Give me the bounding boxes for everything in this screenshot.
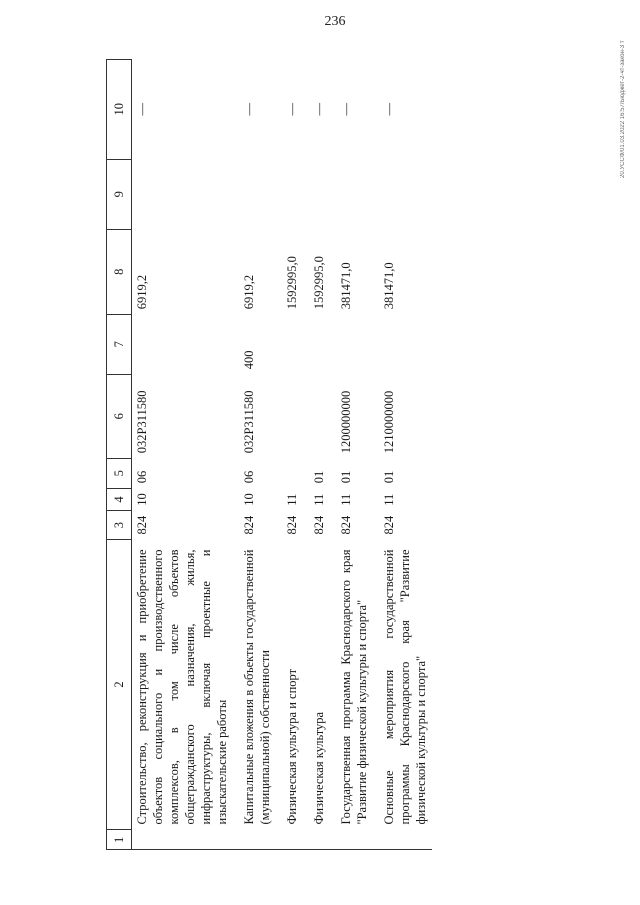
- row-name: Строительство, реконструкция и приобретение объектов социального и производственного комплексов, в том числе объектов общегражданского назначения, жилья, инфраструктуры, включая проектные и изыскательские работы: [135, 549, 229, 825]
- code-target: 032P311580: [242, 390, 256, 454]
- code-subsection: 06: [135, 470, 149, 484]
- column-10-value: —: [312, 103, 326, 116]
- amount: 381471,0: [339, 262, 353, 310]
- code-expense-type: [373, 314, 432, 374]
- column-9-value: [330, 159, 373, 229]
- amount: 1592995,0: [312, 256, 326, 310]
- column-10-value: —: [242, 103, 256, 116]
- header-cell: 9: [107, 159, 132, 229]
- code-section: 10: [135, 493, 149, 506]
- code-ministry: 824: [382, 515, 396, 535]
- table-row: [233, 59, 276, 849]
- column-9-value: [132, 159, 234, 229]
- header-cell: 1: [107, 830, 132, 850]
- column-9-value: [233, 159, 276, 229]
- code-subsection: 01: [382, 470, 396, 484]
- code-ministry: 824: [339, 515, 353, 535]
- header-cell: 6: [107, 374, 132, 458]
- column-9-value: [303, 159, 330, 229]
- header-cell: 2: [107, 540, 132, 830]
- code-target: [276, 374, 303, 458]
- row-number: [330, 830, 373, 850]
- code-subsection: [276, 458, 303, 488]
- amount: 1592995,0: [285, 256, 299, 310]
- code-expense-type: [276, 314, 303, 374]
- code-expense-type: [330, 314, 373, 374]
- column-10-value: —: [339, 103, 353, 116]
- column-9-value: [276, 159, 303, 229]
- header-cell: 7: [107, 314, 132, 374]
- table-row: [373, 59, 432, 849]
- budget-table: [106, 59, 432, 850]
- code-section: 11: [285, 493, 299, 506]
- row-number: [132, 830, 234, 850]
- row-number: [233, 830, 276, 850]
- row-number: [373, 830, 432, 850]
- amount: 381471,0: [382, 262, 396, 310]
- column-10-value: —: [382, 103, 396, 116]
- code-target: 032P311580: [135, 390, 149, 454]
- rotated-table-page: [106, 45, 606, 850]
- code-ministry: 824: [285, 515, 299, 535]
- row-number: [303, 830, 330, 850]
- header-cell: 8: [107, 229, 132, 314]
- code-subsection: 01: [339, 470, 353, 484]
- row-name: Основные мероприятия государственной программы Краснодарского края "Развитие физической культуры и спорта": [382, 549, 428, 825]
- table-row: [132, 59, 234, 849]
- amount: 6919,2: [242, 274, 256, 310]
- row-name: Физическая культура: [312, 711, 326, 825]
- row-number: [276, 830, 303, 850]
- code-expense-type: [132, 314, 234, 374]
- header-cell: 4: [107, 488, 132, 511]
- column-10-value: —: [285, 103, 299, 116]
- code-target: 1210000000: [382, 390, 396, 454]
- code-section: 11: [312, 493, 326, 506]
- header-cell: 5: [107, 458, 132, 488]
- row-name: Капитальные вложения в объекты государственной (муниципальной) собственности: [242, 549, 272, 825]
- code-ministry: 824: [312, 515, 326, 535]
- side-stamp: 20.УССФ/01.03.2022 16:57/Бюджет-2-чт-закон-3 т: [620, 40, 626, 178]
- column-9-value: [373, 159, 432, 229]
- table-row: [330, 59, 373, 849]
- page-number: 236: [324, 14, 346, 29]
- table-row: [303, 59, 330, 849]
- code-ministry: 824: [242, 515, 256, 535]
- code-section: 11: [339, 493, 353, 506]
- table-row: [276, 59, 303, 849]
- code-target: 1200000000: [339, 390, 353, 454]
- code-subsection: 06: [242, 470, 256, 484]
- code-target: [303, 374, 330, 458]
- header-cell: 10: [107, 59, 132, 159]
- header-cell: 3: [107, 511, 132, 540]
- code-ministry: 824: [135, 515, 149, 535]
- code-subsection: 01: [312, 470, 326, 484]
- code-section: 11: [382, 493, 396, 506]
- column-10-value: —: [135, 103, 149, 116]
- row-name: Государственная программа Краснодарского края "Развитие физической культуры и спорта": [339, 549, 369, 825]
- code-section: 10: [242, 493, 256, 506]
- amount: 6919,2: [135, 274, 149, 310]
- header-row: [107, 59, 132, 849]
- code-expense-type: [303, 314, 330, 374]
- code-expense-type: 400: [242, 350, 256, 370]
- row-name: Физическая культура и спорт: [285, 668, 299, 825]
